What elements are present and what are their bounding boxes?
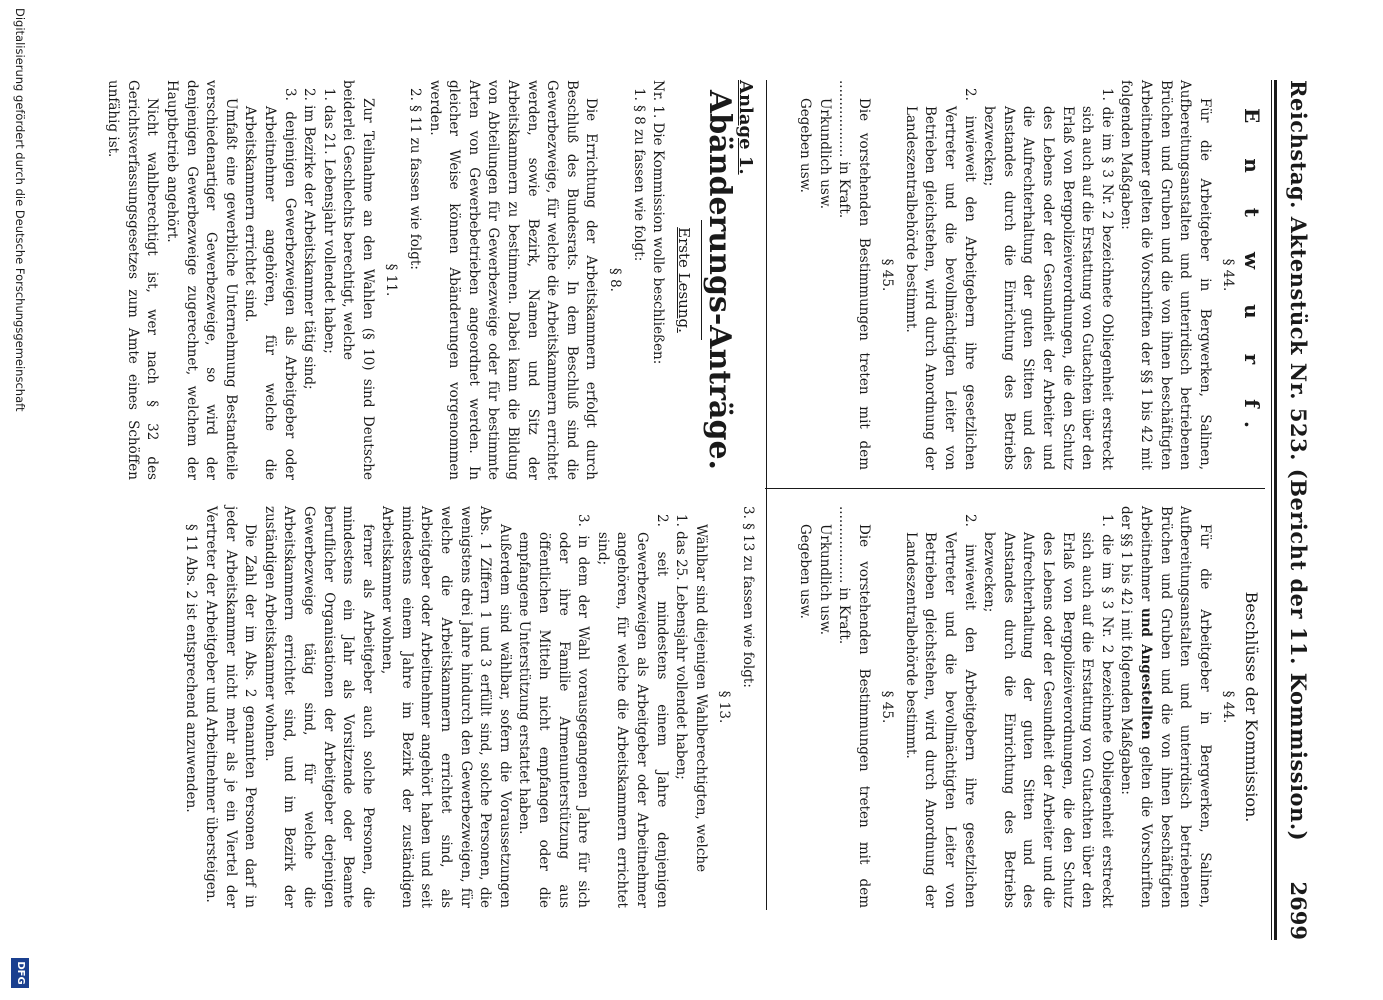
section-13-item-2: 2. seit mindestens einem Jahre denjenigen Gewerbezweigen als Arbeitgeber oder Arbeitnehmer angehören, für welche die Arbeitskammern errichtet sind; — [594, 514, 670, 908]
section-44-title: § 44. — [1220, 690, 1237, 724]
section-45-title: § 45. — [879, 258, 896, 292]
draft-heading: E n t w u r f. — [1240, 108, 1264, 442]
point-1: 1. § 8 zu fassen wie folgt: — [630, 88, 647, 262]
section-13-paragraph-3: ferner als Arbeitgeber auch solche Personen, die mindestens ein Jahr als Vorsitzende oder Beamte beruflicher Organisationen der Arbeitgeber derjenigen Gewerbezweige tätig sind, für welche die Arbeitskammern errichtet sind, und im Bezirk der zuständigen Arbeitskammer wohnen. — [261, 506, 376, 908]
section-45-title: § 45. — [879, 690, 896, 724]
amendments-right-column — [181, 506, 757, 908]
point-2: 2. § 11 zu fassen wie folgt: — [407, 88, 424, 270]
running-head-title: Reichstag. Aktenstück Nr. 523. (Bericht der 11. Kommission.) — [1286, 80, 1311, 842]
closing-line-1: Urkundlich usw. — [816, 98, 833, 210]
intro-bold: und Angestellten — [1138, 607, 1155, 740]
section-44-intro: Für die Arbeitgeber in Bergwerken, Salinen, Aufbereitungsanstalten und unterirdisch betriebenen Brüchen und Gruben und die von ihnen beschäftigten Arbeitnehmer gelten die Vorschriften der §§ 1 bis 42 mit folgenden Maßgaben: — [1118, 80, 1213, 470]
section-11-item-2: 2. im Bezirke der Arbeitskammer tätig sind; — [301, 88, 318, 390]
section-13-item-3: 3. in dem der Wahl vorausgegangenen Jahre für sich oder ihre Familie Armenunterstützung aus öffentlichen Mitteln nicht empfangen oder die empfangene Unterstützung erstattet haben. — [516, 514, 592, 908]
column-divider — [765, 488, 1265, 489]
amendments-title: Abänderungs-Anträge. — [702, 89, 738, 470]
motion-line: Nr. 1. Die Kommission wolle beschließen: — [650, 80, 667, 365]
section-13-item-1: 1. das 25. Lebensjahr vollendet haben; — [673, 514, 690, 780]
section-11-title: § 11. — [383, 263, 400, 297]
section-45-text: Die vorstehenden Bestimmungen treten mit dem .................. in Kraft. — [836, 80, 872, 470]
amendments-left-column — [103, 80, 757, 480]
digitization-note: Digitalisierung gefördert durch die Deutsche Forschungsgemeinschaft — [13, 8, 27, 412]
section-11-paragraph-3: Nicht wahlberechtigt ist, wer nach § 32 des Gerichtsverfassungsgesetzes zum Amte eines Schöffen unfähig ist. — [105, 80, 161, 480]
header-rule — [1274, 80, 1277, 940]
section-rule — [766, 80, 767, 910]
section-11-paragraph-2: Umfaßt eine gewerbliche Unternehmung Bestandteile verschiedenartiger Gewerbezweige, so wird der denjenigen Gewerbezweige zugerechnet, welchem der Hauptbetrieb angehört. — [163, 80, 239, 480]
intro-part-a: Für die Arbeitgeber in Bergwerken, Salinen, Aufbereitungsanstalten und unterirdisch betriebenen Brüchen und Gruben und die von ihnen beschäftigten Arbeitnehmer — [1138, 506, 1213, 908]
section-13-paragraph-2: Außerdem sind wählbar, sofern die Voraussetzungen Abs. 1 Ziffern 1 und 3 erfüllt sind, solche Personen, die wenigstens drei Jahre hindurch den Gewerbezweigen, für welche die Arbeitskammern errichtet sind, als Arbeitgeber oder Arbeitnehmer angehört haben und seit mindestens einem Jahre im Bezirk der zuständigen Arbeitskammer wohnen, — [379, 506, 513, 908]
commission-heading: Beschlüsse der Kommission. — [1242, 591, 1261, 823]
dfg-logo: DFG — [11, 958, 29, 988]
intro-part-b: gelten die Vorschriften der §§ 1 bis 42 i mit folgenden Maßgaben: — [1118, 506, 1155, 908]
section-13-intro: Wählbar sind diejenigen Wahlberechtigten, welche — [692, 524, 709, 873]
section-44-title: § 44. — [1220, 258, 1237, 292]
header-rule-thin — [1271, 80, 1272, 940]
section-13-title: § 13. — [716, 690, 733, 724]
annex-label: Anlage 1. — [735, 80, 756, 175]
draft-column — [794, 80, 1265, 470]
point-3: 3. § 13 zu fassen wie folgt: — [740, 506, 756, 688]
closing-line-2: Gegeben usw. — [796, 98, 813, 193]
section-44-item-2: 2. inwieweit den Arbeitgebern ihre gesetzlichen Vertreter und die bevollmächtigten Leiter von Betrieben gleichstehen, wird durch Anordnung der Landeszentralbehörde bestimmt. — [902, 88, 978, 470]
closing-line-1: Urkundlich usw. — [816, 524, 833, 636]
section-45-text: Die vorstehenden Bestimmungen treten mit dem .................. in Kraft. — [836, 506, 872, 908]
section-44-item-1: 1. die im § 3 Nr. 2 bezeichnete Obliegenheit erstreckt sich auch auf die Erstattung von Gutachten über den Erlaß von Bergpolizeiverordnungen, die den Schutz des Lebens oder der Gesundheit der Arbeiter und die Aufrechterhaltung der guten Sitten und des Anstandes durch die Einrichtung des Betriebs bezwecken; — [981, 514, 1115, 908]
section-13-paragraph-4: Die Zahl der im Abs. 2 genannten Personen darf in jeder Arbeitskammer nicht mehr als je ein Viertel der Vertreter der Arbeitgeber und Arbeitnehmer übersteigen. — [202, 506, 259, 908]
section-11-intro: Zur Teilnahme an den Wahlen (§ 10) sind Deutsche beiderlei Geschlechts berechtigt, welche — [340, 80, 376, 480]
running-head — [1279, 80, 1311, 940]
reading-subtitle: Erste Lesung. — [674, 227, 693, 333]
section-44-item-1: 1. die im § 3 Nr. 2 bezeichnete Obliegenheit erstreckt sich auch auf die Erstattung von Gutachten über den Erlaß von Bergpolizeiverordnungen, die den Schutz des Lebens oder der Gesundheit der Arbeiter und die Aufrechterhaltung der guten Sitten und des Anstandes durch die Einrichtung des Betriebs bezwecken; — [981, 88, 1115, 470]
section-13-paragraph-5: § 11 Abs. 2 ist entsprechend anzuwenden. — [183, 524, 200, 813]
section-44-item-2: 2. inwieweit den Arbeitgebern ihre gesetzlichen Vertreter und die bevollmächtigten Leiter von Betrieben gleichstehen, wird durch Anordnung der Landeszentralbehörde bestimmt. — [902, 514, 978, 908]
section-11-item-3: 3. denjenigen Gewerbezweigen als Arbeitgeber oder Arbeitnehmer angehören, für welche die Arbeitskammern errichtet sind. — [242, 88, 298, 480]
section-11-item-1: 1. das 21. Lebensjahr vollendet haben; — [320, 88, 337, 354]
page-number: 2699 — [1286, 881, 1311, 940]
section-44-intro — [1116, 506, 1214, 908]
digitization-footer — [5, 0, 31, 1000]
commission-column — [794, 506, 1265, 908]
section-8-text: Die Errichtung der Arbeitskammern erfolgt durch Beschluß des Bundesrats. In dem Beschluß sind die Gewerbezweige, für welche die Arbeitskammern errichtet werden, sowie Bezirk, Namen und Sitz der Arbeitskammern zu bestimmen. Dabei kann die Bildung von Abteilungen für Gewerbezweige oder für bestimmte Arten von Gewerbebetrieben angeordnet werden. In gleicher Weise können Abänderungen vorgenommen werden. — [426, 80, 600, 480]
closing-line-2: Gegeben usw. — [796, 524, 813, 619]
section-8-title: § 8. — [607, 268, 624, 292]
